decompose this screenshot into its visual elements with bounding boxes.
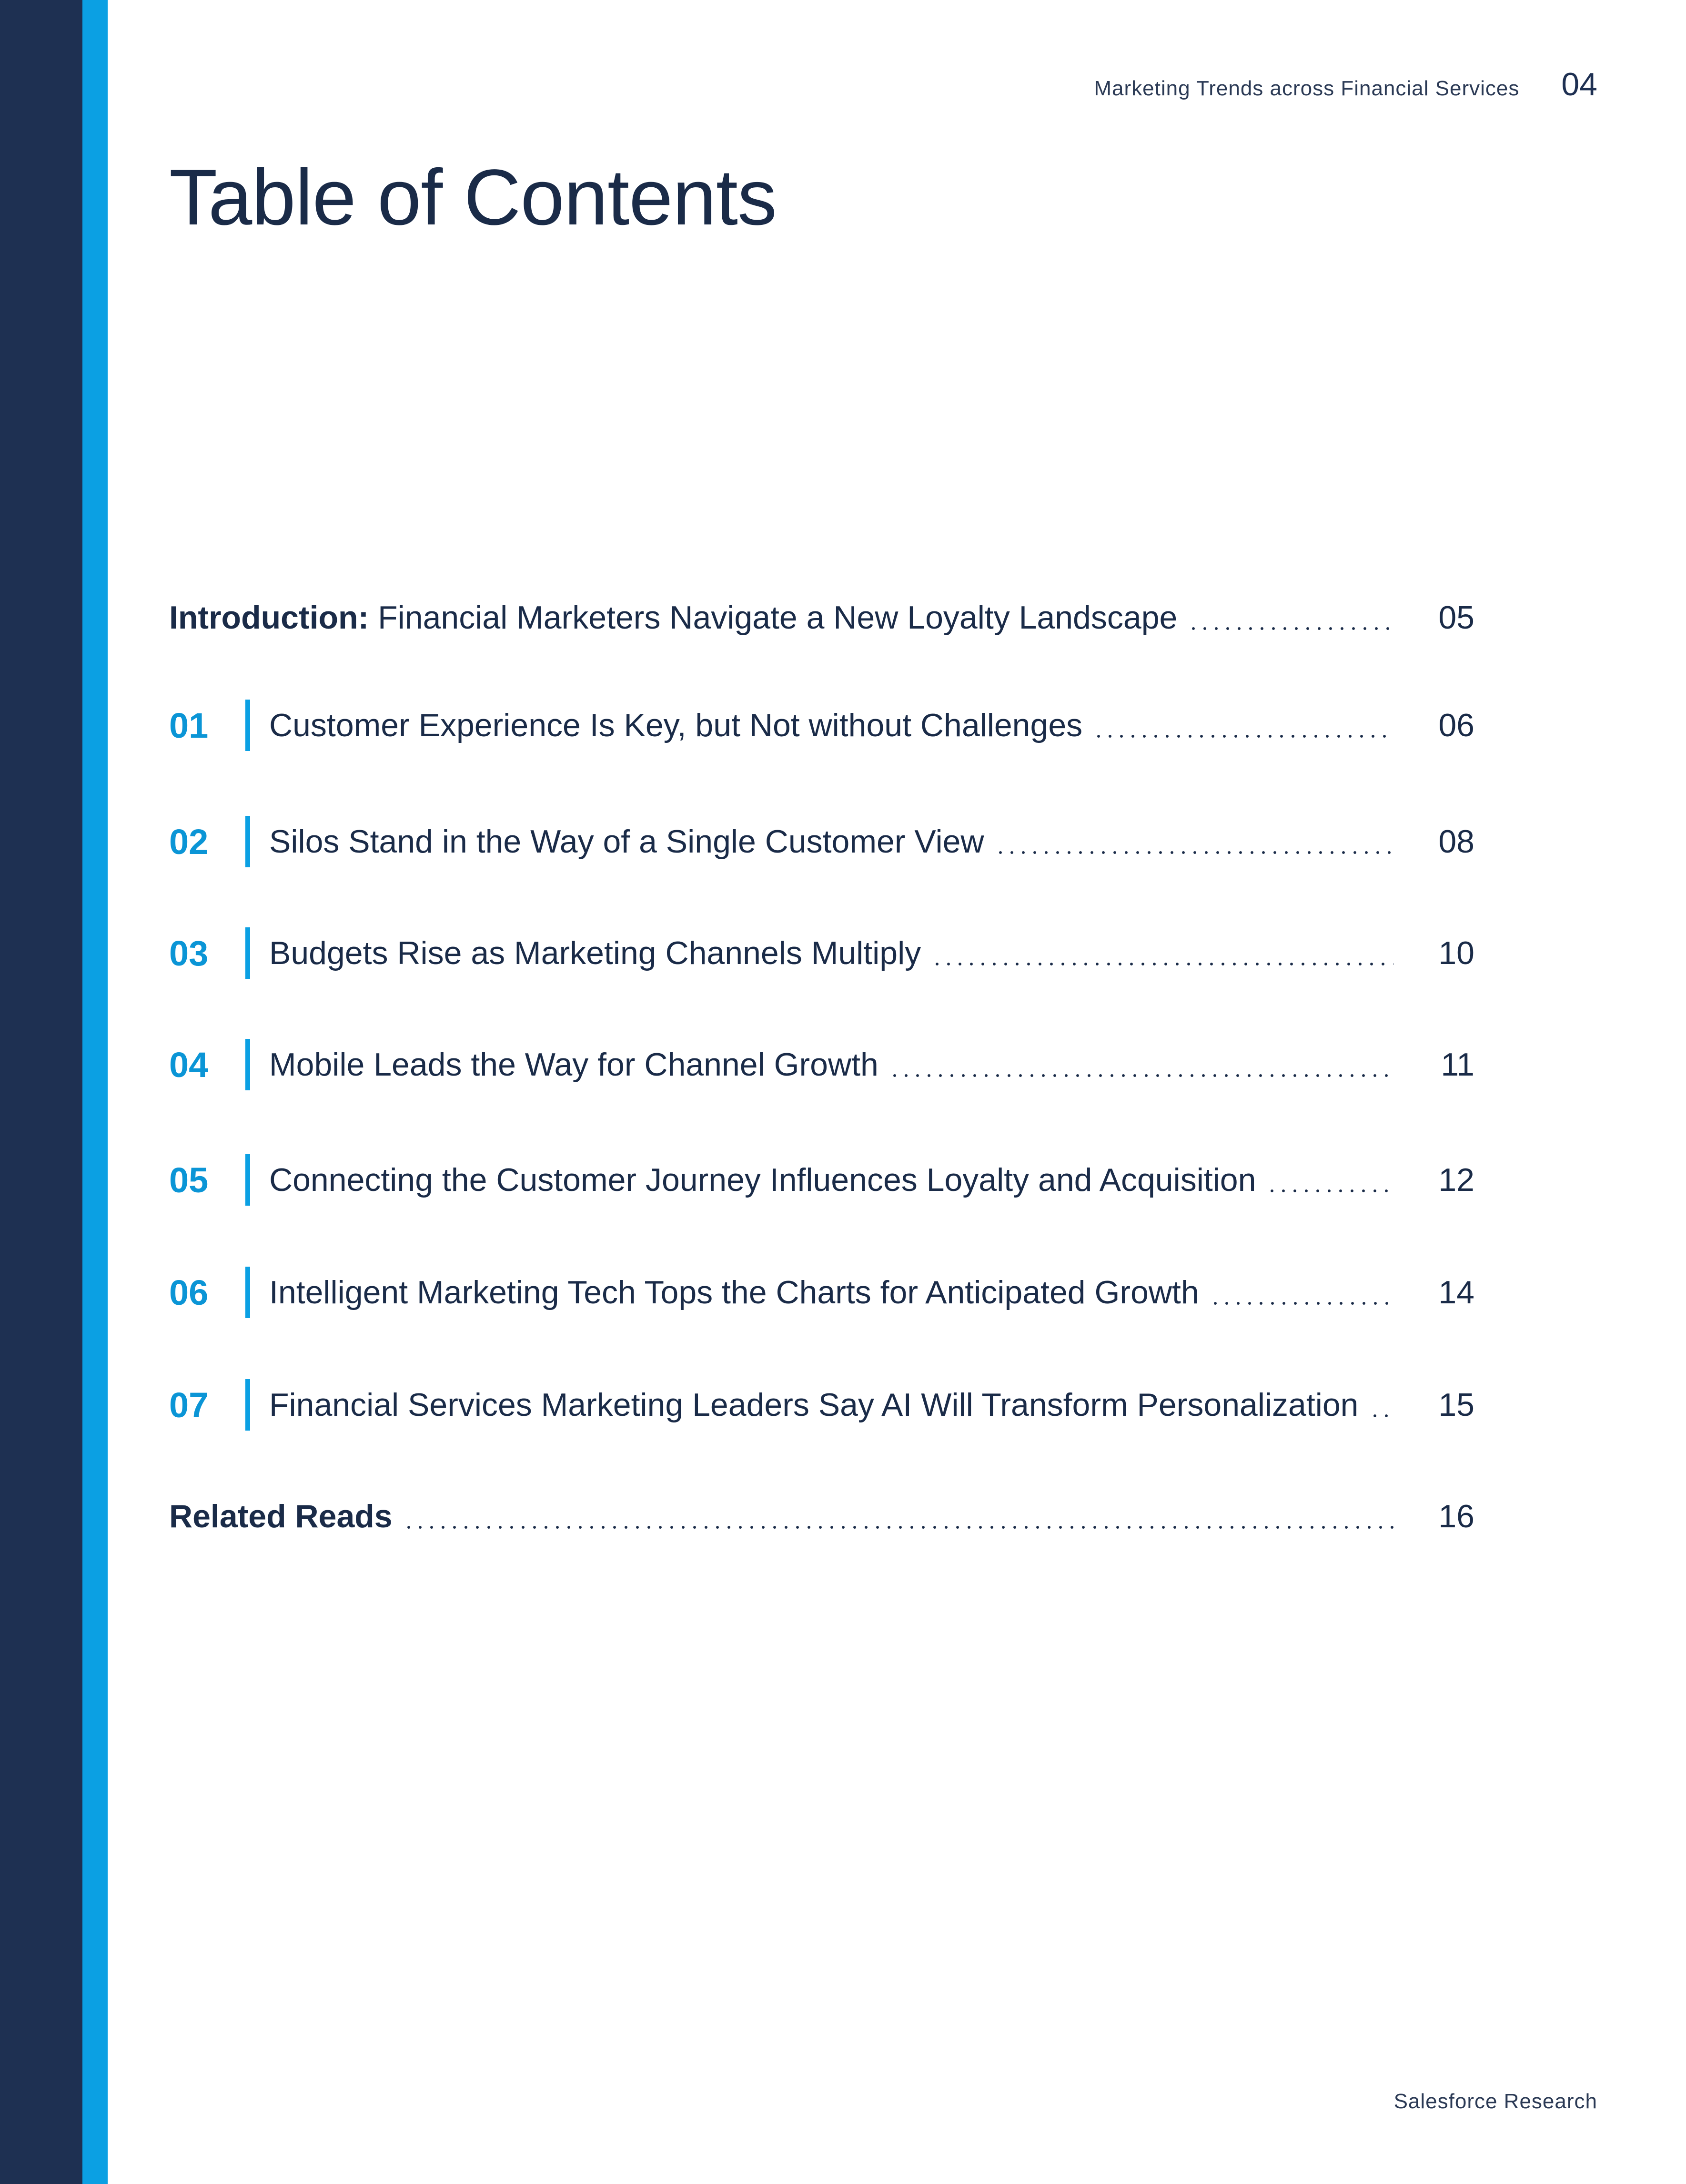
- chapter-title: Budgets Rise as Marketing Channels Multiply: [269, 935, 921, 971]
- toc-entry-chapter-03[interactable]: [169, 924, 1474, 982]
- chapter-divider-bar: [245, 1039, 250, 1090]
- footer-brand: Salesforce Research: [1393, 2090, 1597, 2113]
- chapter-title: Connecting the Customer Journey Influences Loyalty and Acquisition: [269, 1162, 1256, 1198]
- toc-entry-chapter-04[interactable]: [169, 1036, 1474, 1093]
- chapter-number: 04: [169, 1045, 209, 1085]
- chapter-divider-bar: [245, 700, 250, 751]
- toc-entry-chapter-06[interactable]: [169, 1264, 1474, 1321]
- toc-page-number: 05: [1438, 599, 1474, 636]
- dot-leader: [403, 1526, 1393, 1529]
- toc-page-number: 15: [1438, 1387, 1474, 1423]
- chapter-number: 05: [169, 1160, 209, 1200]
- chapter-divider-bar: [245, 1154, 250, 1206]
- dot-leader: [1093, 735, 1393, 738]
- chapter-divider-bar: [245, 927, 250, 979]
- chapter-title: Silos Stand in the Way of a Single Customer View: [269, 823, 984, 860]
- toc-entry-chapter-07[interactable]: [169, 1376, 1474, 1433]
- toc-page-number: 12: [1438, 1162, 1474, 1198]
- chapter-divider-bar: [245, 1379, 250, 1431]
- chapter-number: 06: [169, 1272, 209, 1312]
- header-page-number: 04: [1561, 66, 1597, 102]
- toc-page-number: 16: [1438, 1498, 1474, 1534]
- toc-entry-related-reads[interactable]: [169, 1488, 1474, 1545]
- toc-page-number: 11: [1441, 1046, 1474, 1083]
- toc-page-number: 10: [1438, 935, 1474, 971]
- page-title: Table of Contents: [169, 153, 777, 242]
- chapter-number: 03: [169, 933, 209, 973]
- chapter-title: Mobile Leads the Way for Channel Growth: [269, 1046, 878, 1083]
- toc-intro-title: Financial Marketers Navigate a New Loyalty Landscape: [378, 599, 1178, 636]
- chapter-divider-bar: [245, 816, 250, 867]
- chapter-divider-bar: [245, 1267, 250, 1318]
- dot-leader: [1210, 1302, 1393, 1305]
- toc-page-number: 14: [1438, 1274, 1474, 1310]
- header-title: Marketing Trends across Financial Services: [1094, 77, 1520, 100]
- toc-entry-label: [169, 599, 1177, 636]
- left-navy-band: [0, 0, 82, 2184]
- dot-leader: [995, 851, 1393, 854]
- toc-page-number: 08: [1438, 823, 1474, 860]
- related-reads-label: Related Reads: [169, 1498, 393, 1534]
- toc-entry-chapter-02[interactable]: [169, 813, 1474, 870]
- dot-leader: [931, 963, 1393, 965]
- toc-intro-prefix: Introduction:: [169, 599, 369, 636]
- toc-entry-chapter-01[interactable]: [169, 697, 1474, 754]
- chapter-number: 01: [169, 705, 209, 745]
- dot-leader: [1266, 1189, 1393, 1192]
- left-blue-band: [82, 0, 108, 2184]
- chapter-number: 02: [169, 822, 209, 862]
- chapter-title: Customer Experience Is Key, but Not without Challenges: [269, 707, 1083, 743]
- chapter-title: Intelligent Marketing Tech Tops the Charts for Anticipated Growth: [269, 1274, 1199, 1310]
- toc-entry-introduction[interactable]: [169, 589, 1474, 646]
- toc-page-number: 06: [1438, 707, 1474, 743]
- running-header: [1094, 66, 1597, 103]
- dot-leader: [1188, 627, 1393, 630]
- chapter-title: Financial Services Marketing Leaders Say AI Will Transform Personalization: [269, 1387, 1359, 1423]
- chapter-number: 07: [169, 1385, 209, 1425]
- dot-leader: [889, 1074, 1393, 1077]
- dot-leader: [1369, 1414, 1394, 1417]
- toc-entry-chapter-05[interactable]: [169, 1151, 1474, 1209]
